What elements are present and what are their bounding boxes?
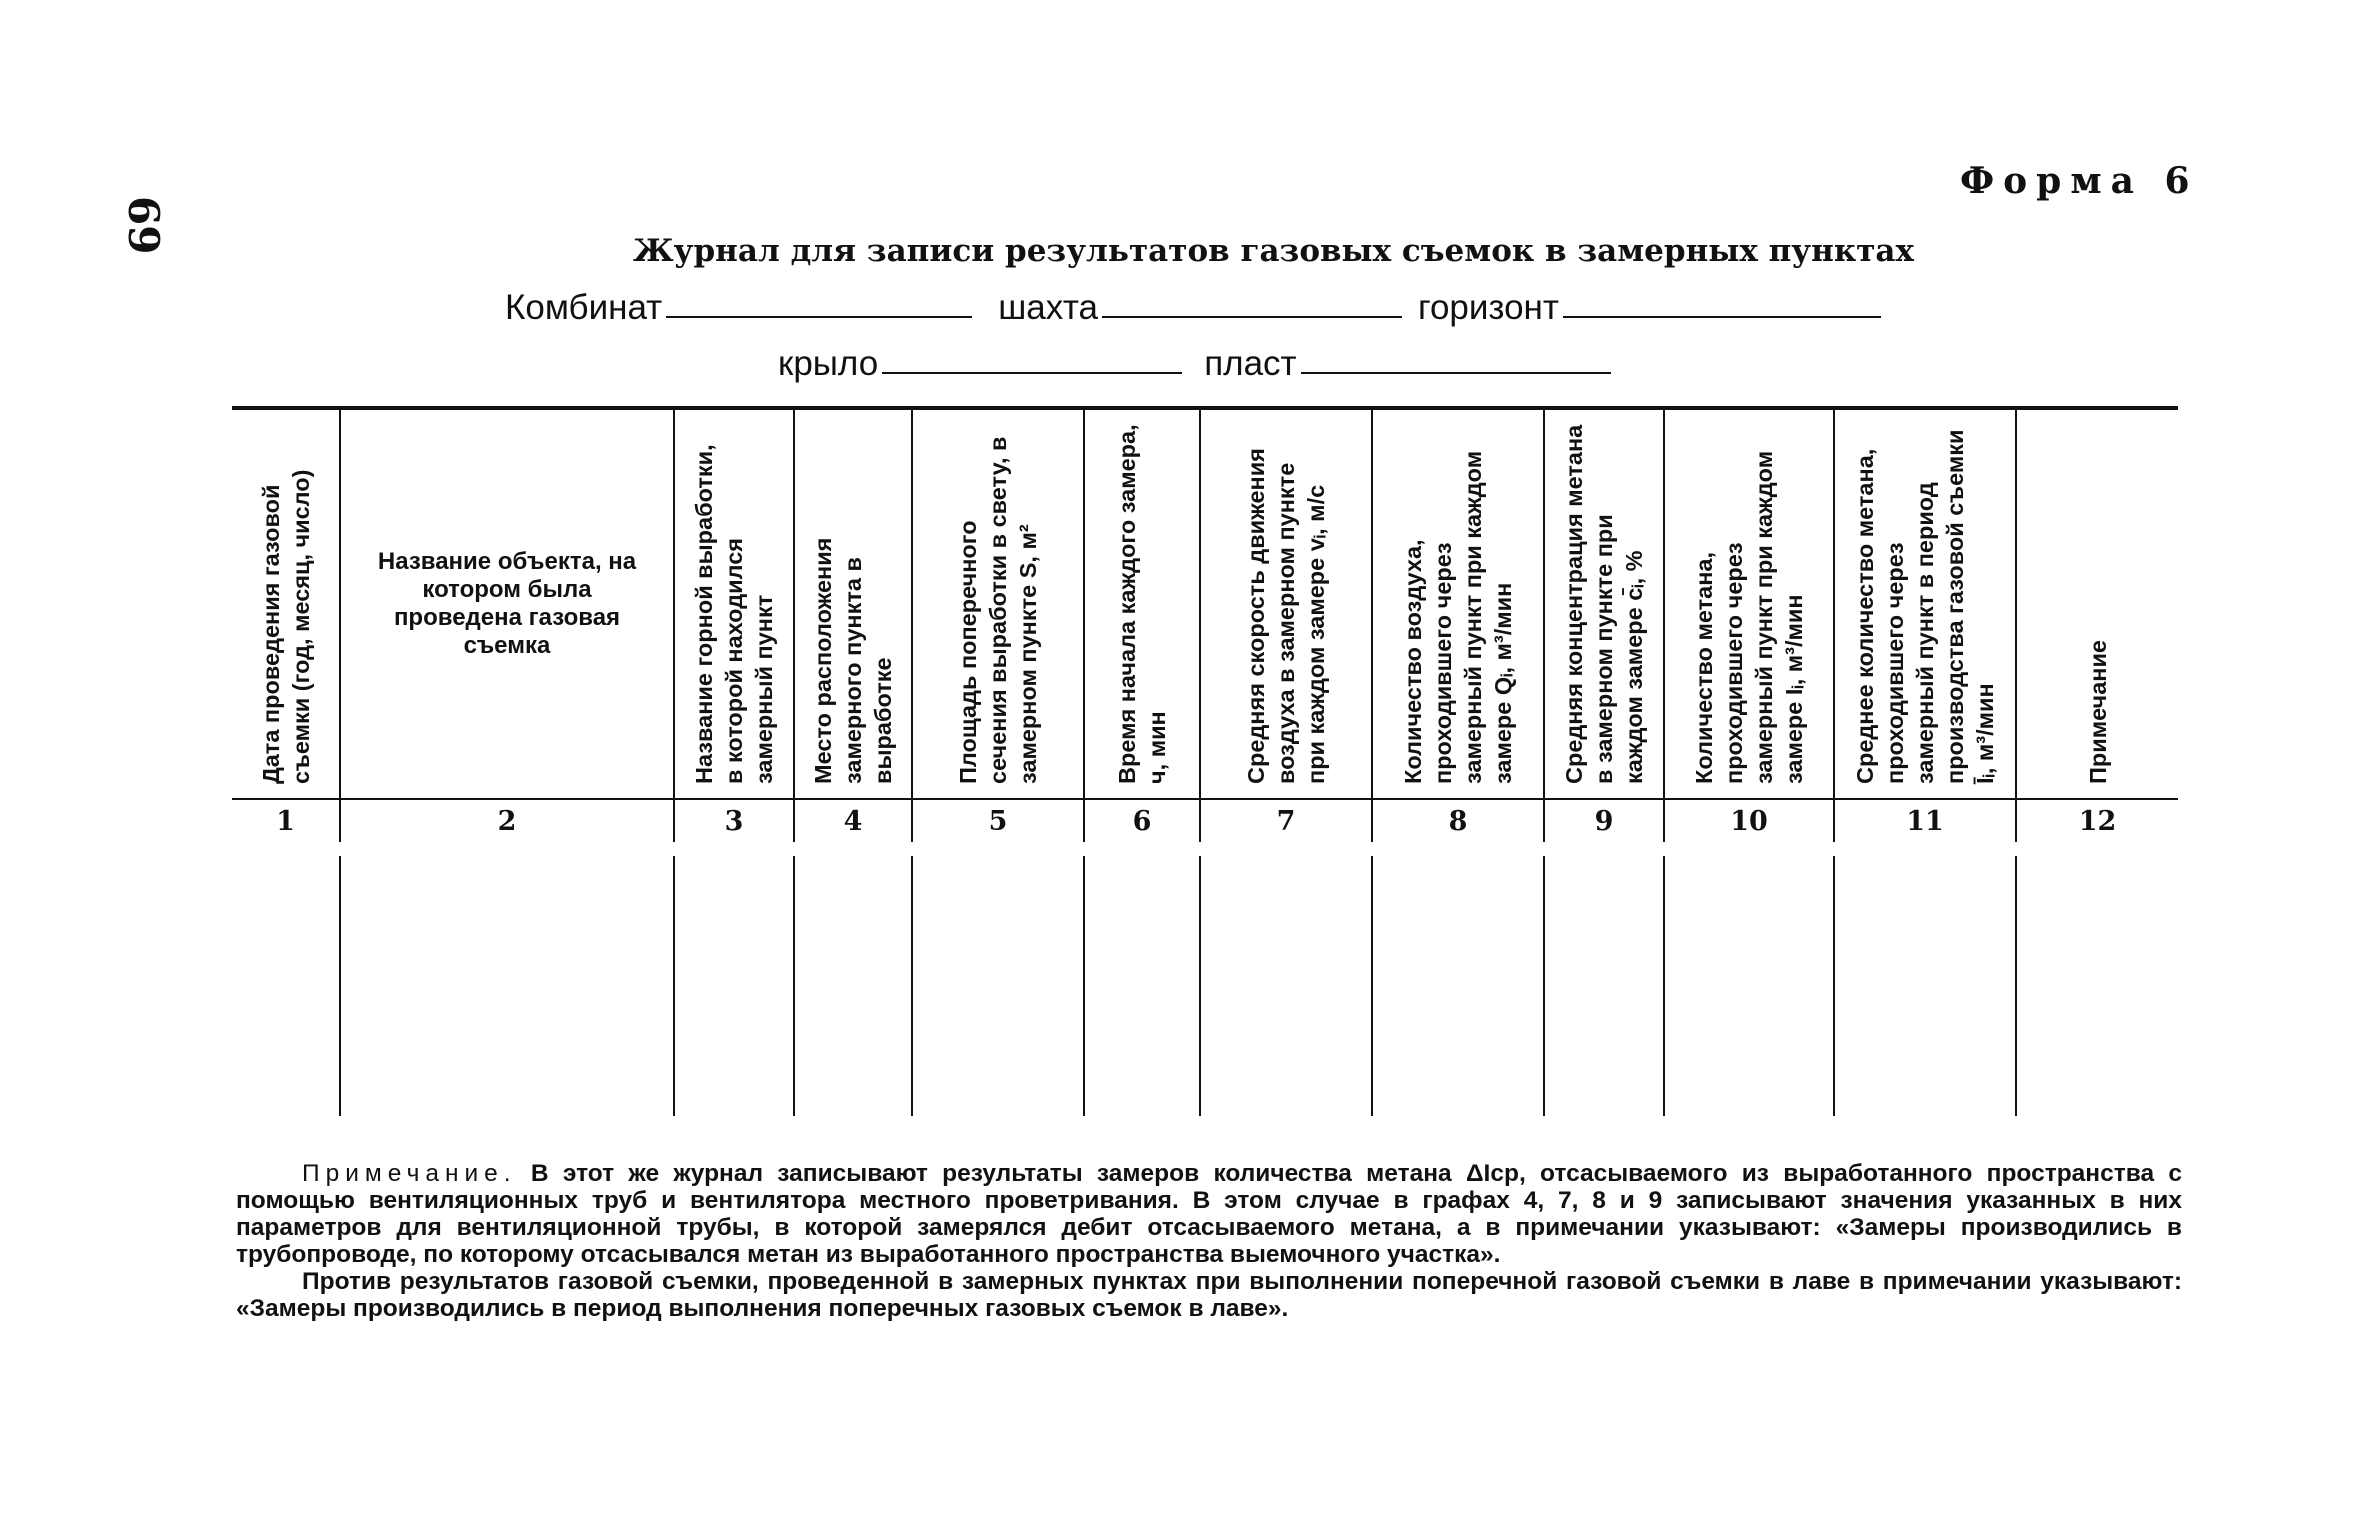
cell-object[interactable]: [340, 849, 674, 1116]
header-row: [232, 408, 2178, 799]
note-paragraph-2: Против результатов газовой съемки, проведенной в замерных пунктах при выполнении поперечной газовой съемки в лаве в примечании указывают: «Замеры производились в период выполнения поперечных газовых съемок в лаве».: [236, 1268, 2182, 1322]
col-12-header: Примечание: [2016, 408, 2178, 799]
col-5-header: Площадь поперечного сечения выработки в свету, в замерном пункте S, м²: [912, 408, 1084, 799]
cell-location[interactable]: [794, 849, 912, 1116]
col-9-header: Средняя концентрация метана в замерном пункте при каждом замере c̄ᵢ, %: [1544, 408, 1664, 799]
cell-methane-quantity[interactable]: [1664, 849, 1834, 1116]
col-3-header: Название горной выработки, в которой находился замерный пункт: [674, 408, 794, 799]
col-1-number: 1: [232, 799, 340, 849]
cell-concentration[interactable]: [1544, 849, 1664, 1116]
kombinat-label: Комбинат: [505, 288, 663, 327]
cell-time[interactable]: [1084, 849, 1200, 1116]
col-2-number: 2: [340, 799, 674, 849]
col-3-number: 3: [674, 799, 794, 849]
cell-area[interactable]: [912, 849, 1084, 1116]
col-11-header: Среднее количество метана, проходившего через замерный пункт в период производства газовой съемки Īᵢ, м³/мин: [1834, 408, 2016, 799]
krylo-field[interactable]: [882, 371, 1182, 374]
col-12-number: 12: [2016, 799, 2178, 849]
page-number: 69: [119, 196, 168, 255]
journal-table: [232, 406, 2178, 1116]
col-4-number: 4: [794, 799, 912, 849]
col-1-header: Дата проведения газовой съемки (год, месяц, число): [232, 408, 340, 799]
shakhta-label: шахта: [998, 288, 1098, 327]
col-6-header: Время начала каждого замера, ч, мин: [1084, 408, 1200, 799]
col-5-number: 5: [912, 799, 1084, 849]
cell-velocity[interactable]: [1200, 849, 1372, 1116]
col-11-number: 11: [1834, 799, 2016, 849]
cell-remark[interactable]: [2016, 849, 2178, 1116]
title-text: Журнал для записи результатов газовых съемок в замерных пунктах: [632, 233, 1915, 269]
header-fields-row-1: [505, 288, 1887, 328]
col-10-number: 10: [1664, 799, 1834, 849]
col-7-number: 7: [1200, 799, 1372, 849]
plast-label: пласт: [1204, 344, 1297, 383]
note-text-1: В этот же журнал записывают результаты замеров количества метана ΔIср, отсасываемого из выработанного пространства с помощью вентиляционных труб и вентилятора местного проветривания. В этом случае в графах 4, 7, 8 и 9 записывают значения указанных в них параметров для вентиляционной трубы, в которой замерялся дебит отсасываемого метана, а в примечании указывают: «Замеры производились в трубопроводе, по которому отсасывался метан из выработанного пространства выемочного участка».: [236, 1160, 2182, 1268]
gorizont-label: горизонт: [1417, 288, 1559, 327]
krylo-label: крыло: [778, 344, 879, 383]
col-6-number: 6: [1084, 799, 1200, 849]
kombinat-field[interactable]: [666, 315, 972, 318]
shakhta-field[interactable]: [1102, 315, 1402, 318]
col-4-header: Место расположения замерного пункта в выработке: [794, 408, 912, 799]
cell-air-quantity[interactable]: [1372, 849, 1544, 1116]
form-label: Форма 6: [1960, 160, 2199, 202]
col-7-header: Средняя скорость движения воздуха в замерном пункте при каждом замере vᵢ, м/с: [1200, 408, 1372, 799]
column-number-row: [232, 799, 2178, 849]
col-10-header: Количество метана, проходившего через замерный пункт при каждом замере Iᵢ, м³/мин: [1664, 408, 1834, 799]
note-paragraph-1: [236, 1160, 2182, 1268]
plast-field[interactable]: [1301, 371, 1611, 374]
col-8-header: Количество воздуха, проходившего через замерный пункт при каждом замере Qᵢ, м³/мин: [1372, 408, 1544, 799]
col-9-number: 9: [1544, 799, 1664, 849]
note-label: Примечание.: [302, 1160, 517, 1187]
note-block: [236, 1160, 2182, 1322]
cell-date[interactable]: [232, 849, 340, 1116]
gorizont-field[interactable]: [1563, 315, 1881, 318]
col-8-number: 8: [1372, 799, 1544, 849]
header-fields-row-2: [778, 344, 1617, 384]
page-title: [0, 233, 2362, 269]
cell-working[interactable]: [674, 849, 794, 1116]
table-row: [232, 849, 2178, 1116]
cell-avg-methane[interactable]: [1834, 849, 2016, 1116]
col-2-header: Название объекта, на котором была проведена газовая съемка: [340, 408, 674, 799]
